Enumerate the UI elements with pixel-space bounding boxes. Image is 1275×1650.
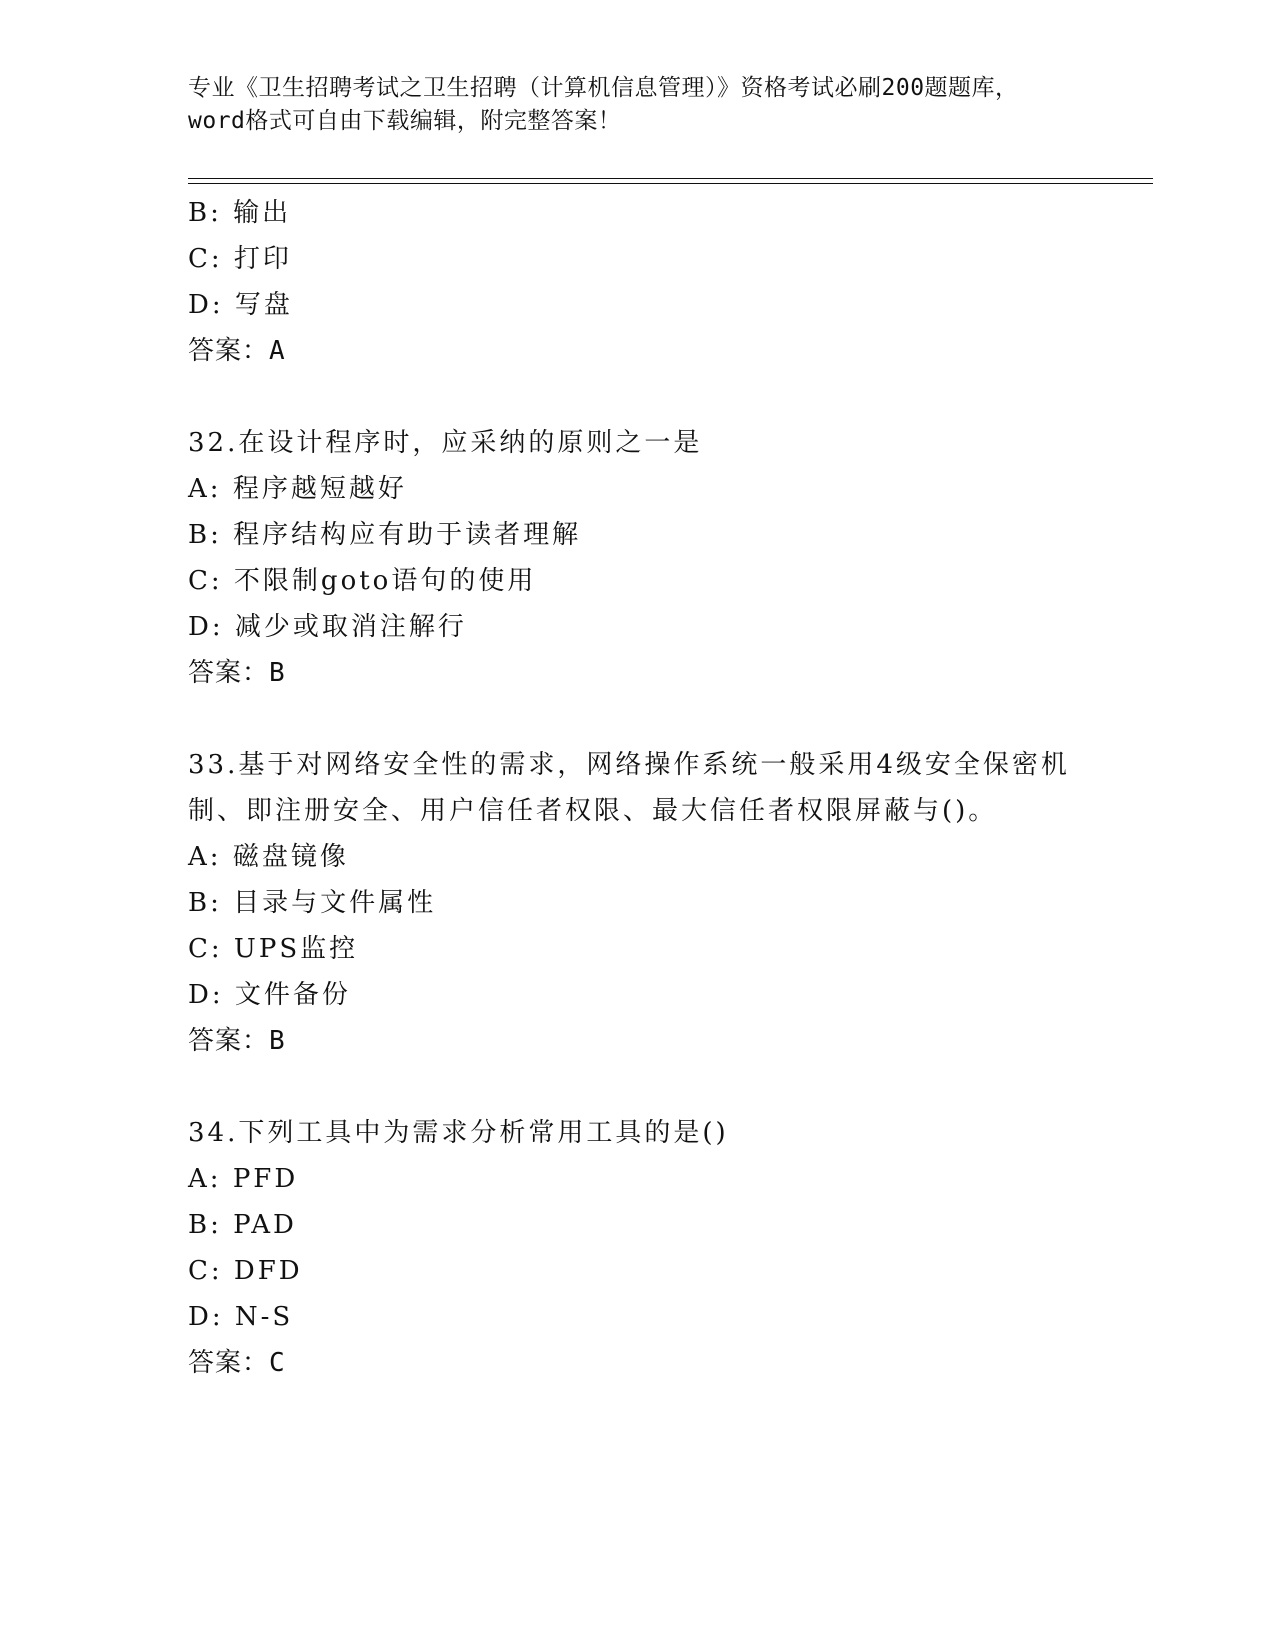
option-b <box>188 190 1088 236</box>
option-label: C: <box>188 244 223 274</box>
option-label: D: <box>188 290 224 320</box>
option-label: B: <box>188 1210 222 1240</box>
option-label: C: <box>188 934 223 964</box>
spacer <box>188 696 1088 742</box>
option-label: C: <box>188 566 223 596</box>
option-label: A: <box>188 842 222 872</box>
option-text: 写盘 <box>234 290 293 320</box>
option-label: B: <box>188 520 222 550</box>
answer-line: 答案：A <box>188 336 286 366</box>
option-text: 程序结构应有助于读者理解 <box>233 520 582 550</box>
option-text: 文件备份 <box>234 980 351 1010</box>
option-text: UPS监控 <box>233 934 359 964</box>
option-label: A: <box>188 474 222 504</box>
option-label: D: <box>188 1302 224 1332</box>
option-label: D: <box>188 980 224 1010</box>
option-text: 输出 <box>233 198 292 228</box>
question-31-tail <box>188 190 1088 374</box>
option-a <box>188 1156 1088 1202</box>
option-a <box>188 834 1088 880</box>
option-d <box>188 604 1088 650</box>
answer-line: 答案：B <box>188 658 286 688</box>
option-text: 程序越短越好 <box>232 474 407 504</box>
option-b <box>188 512 1088 558</box>
option-text: PAD <box>233 1210 297 1240</box>
option-c <box>188 1248 1088 1294</box>
option-text: PFD <box>232 1164 299 1194</box>
header-line-1: 专业《卫生招聘考试之卫生招聘（计算机信息管理）》资格考试必刷200题题库， <box>188 75 1019 101</box>
option-text: 磁盘镜像 <box>232 842 349 872</box>
question-33 <box>188 742 1088 1064</box>
spacer <box>188 1064 1088 1110</box>
option-c <box>188 558 1088 604</box>
answer-line: 答案：B <box>188 1026 286 1056</box>
option-label: B: <box>188 888 222 918</box>
option-text: 目录与文件属性 <box>233 888 437 918</box>
question-stem: 32.在设计程序时，应采纳的原则之一是 <box>188 428 703 458</box>
option-d <box>188 282 1088 328</box>
document-header <box>188 72 1088 138</box>
option-b <box>188 880 1088 926</box>
option-text: N-S <box>234 1302 294 1332</box>
option-c <box>188 236 1088 282</box>
option-text: 减少或取消注解行 <box>234 612 467 642</box>
option-label: A: <box>188 1164 222 1194</box>
header-divider-top <box>188 178 1153 179</box>
option-label: B: <box>188 198 222 228</box>
option-b <box>188 1202 1088 1248</box>
option-text: 不限制goto语句的使用 <box>233 566 537 596</box>
question-stem: 33.基于对网络安全性的需求，网络操作系统一般采用4级安全保密机制、即注册安全、用户信任者权限、最大信任者权限屏蔽与()。 <box>188 750 1070 826</box>
option-text: 打印 <box>233 244 292 274</box>
answer-line: 答案：C <box>188 1348 286 1378</box>
question-content <box>188 190 1088 1386</box>
option-d <box>188 972 1088 1018</box>
option-text: DFD <box>233 1256 303 1286</box>
spacer <box>188 374 1088 420</box>
option-label: C: <box>188 1256 223 1286</box>
question-32 <box>188 420 1088 696</box>
question-34 <box>188 1110 1088 1386</box>
header-line-2: word格式可自由下载编辑，附完整答案！ <box>188 108 622 134</box>
option-d <box>188 1294 1088 1340</box>
header-divider-bottom <box>188 183 1153 184</box>
option-a <box>188 466 1088 512</box>
option-c <box>188 926 1088 972</box>
option-label: D: <box>188 612 224 642</box>
question-stem: 34.下列工具中为需求分析常用工具的是() <box>188 1118 729 1148</box>
